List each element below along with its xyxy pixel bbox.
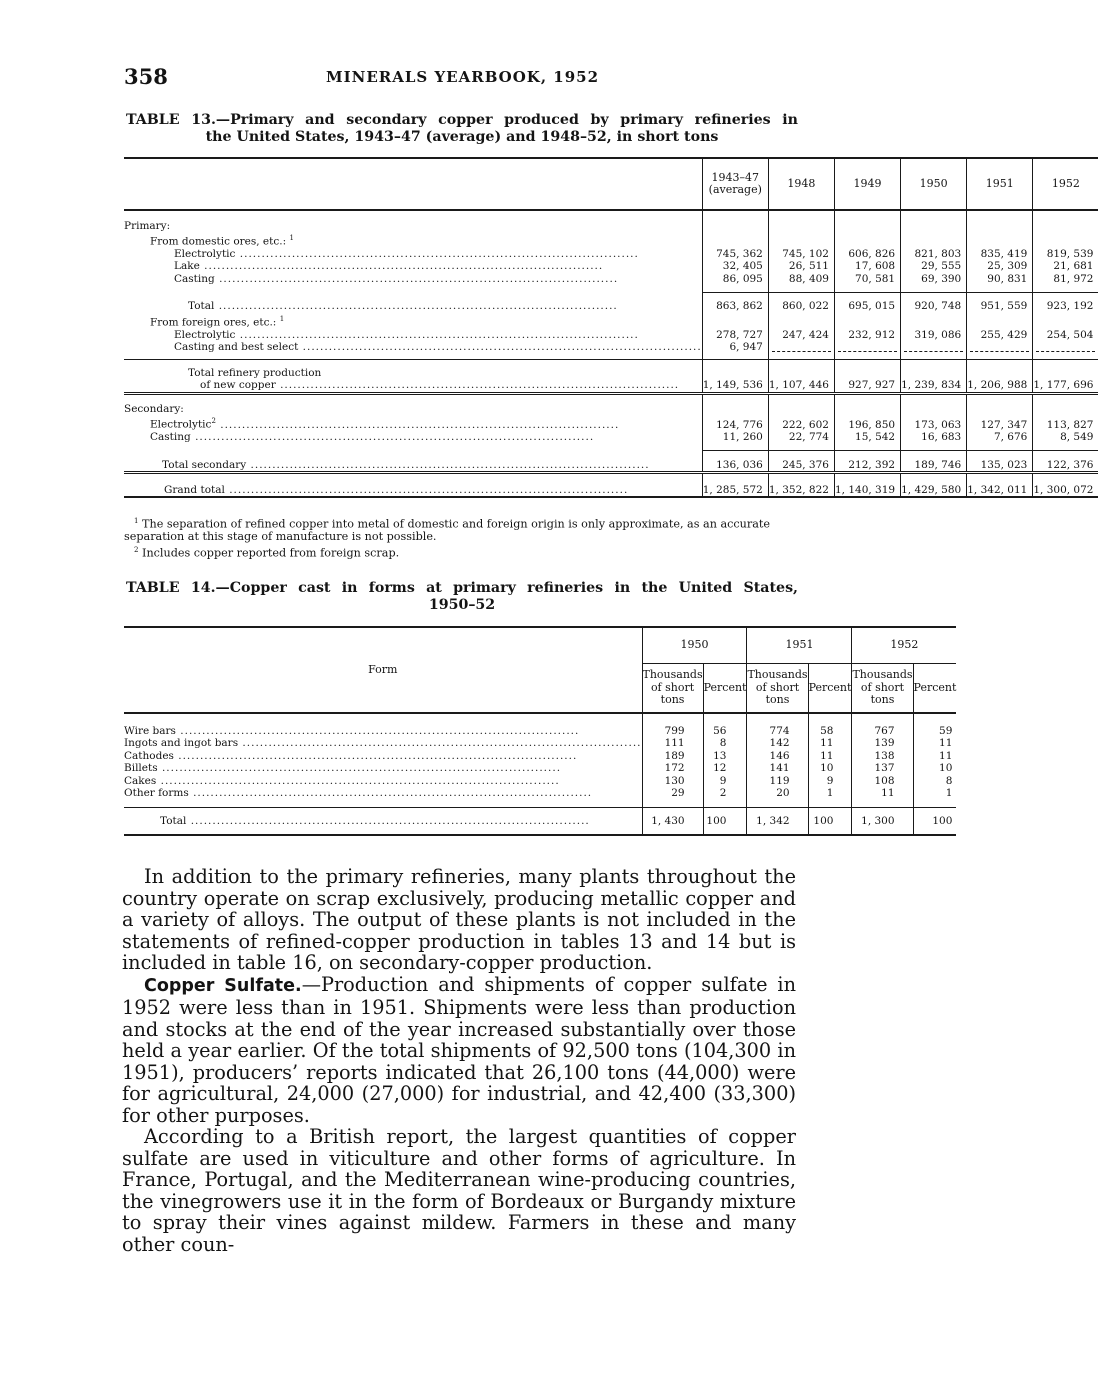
cell: 189, 746: [901, 451, 967, 473]
cell: 1, 140, 319: [834, 473, 900, 497]
cell: 951, 559: [967, 293, 1033, 313]
cell: 1, 342, 011: [967, 473, 1033, 497]
cell: 1: [913, 787, 956, 807]
cell: 16, 683: [901, 431, 967, 451]
table-14-title-line-2: 1950–52: [428, 597, 496, 613]
cell: 135, 023: [967, 451, 1033, 473]
row-label: Other forms .....: [124, 787, 642, 807]
table-14-title: [126, 580, 798, 614]
cell: 8: [913, 775, 956, 787]
sub-head-thousands: Thousands of short tons: [642, 663, 703, 713]
cell: 11: [852, 787, 913, 807]
cell: 88, 409: [768, 273, 834, 293]
cell: 1, 429, 580: [901, 473, 967, 497]
cell: 139: [852, 737, 913, 749]
cell: 1, 352, 822: [768, 473, 834, 497]
cell: 1, 300, 072: [1033, 473, 1098, 497]
cell: 11: [913, 737, 956, 749]
cell: 1, 177, 696: [1033, 359, 1098, 393]
table-row-grand-total: [124, 473, 1098, 497]
cell: 222, 602: [768, 415, 834, 431]
row-label: Secondary:: [124, 393, 702, 415]
table-14-year-head: 1952: [852, 627, 956, 663]
cell-empty: [967, 341, 1033, 359]
sub-head-thousands: Thousands of short tons: [747, 663, 808, 713]
table-row: [124, 775, 956, 787]
table-14: [124, 626, 956, 836]
table-row: [124, 737, 956, 749]
footnote-ref: 1: [289, 234, 294, 242]
row-label: Total .....: [124, 293, 702, 313]
cell: 26, 511: [768, 260, 834, 272]
cell: 189: [642, 750, 703, 762]
cell: 146: [747, 750, 808, 762]
table-row: [124, 787, 956, 807]
table-row-total: [124, 293, 1098, 313]
cell: 1, 285, 572: [702, 473, 768, 497]
row-label: Electrolytic .....: [124, 329, 702, 341]
cell: 127, 347: [967, 415, 1033, 431]
cell: 141: [747, 762, 808, 774]
cell: 254, 504: [1033, 329, 1098, 341]
table-13-stub-head: [124, 158, 702, 210]
cell: 136, 036: [702, 451, 768, 473]
row-label: Electrolytic$^2$ .....: [124, 415, 702, 431]
cell: 1, 342: [747, 807, 808, 835]
cell: 32, 405: [702, 260, 768, 272]
sub-head-percent: Percent: [808, 663, 852, 713]
cell: 212, 392: [834, 451, 900, 473]
cell: 130: [642, 775, 703, 787]
paragraph: In addition to the primary refineries, many plants throughout the country operate on scrap exclusively, producing metallic copper and a variety of alloys. The output of these plants is not included in the statements of refined-copper production in tables 13 and 14 but is included in table 16, on secondary-copper production.: [122, 865, 796, 974]
cell: 255, 429: [967, 329, 1033, 341]
table-row: [124, 329, 1098, 341]
cell: 9: [703, 775, 747, 787]
table-row-total: [124, 359, 1098, 393]
cell: 11: [913, 750, 956, 762]
cell: 8, 549: [1033, 431, 1098, 451]
cell: 1, 300: [852, 807, 913, 835]
cell: 774: [747, 725, 808, 737]
cell: 100: [808, 807, 852, 835]
table-row: [124, 725, 956, 737]
cell: 172: [642, 762, 703, 774]
cell: 100: [703, 807, 747, 835]
cell: 69, 390: [901, 273, 967, 293]
row-label: Ingots and ingot bars .....: [124, 737, 642, 749]
table-row: [124, 750, 956, 762]
table-13-col-head: 1950: [901, 158, 967, 210]
page-header: [124, 64, 796, 90]
cell: 920, 748: [901, 293, 967, 313]
cell: 319, 086: [901, 329, 967, 341]
cell-empty: [834, 341, 900, 359]
table-13-footnotes: [124, 515, 798, 560]
cell: 137: [852, 762, 913, 774]
footnote-2: $^2$ Includes copper reported from foreign scrap.: [134, 545, 400, 560]
cell: 81, 972: [1033, 273, 1098, 293]
footnote-1: $^1$ The separation of refined copper into metal of domestic and foreign origin is only approximate, as an accurate separation at this stage of manufacture is not possible.: [124, 517, 770, 544]
table-14-year-head: 1950: [642, 627, 747, 663]
cell: 119: [747, 775, 808, 787]
cell: 12: [703, 762, 747, 774]
row-label: Cakes .....: [124, 775, 642, 787]
cell: 8: [703, 737, 747, 749]
row-label: Total refinery production of new copper .....: [124, 359, 702, 393]
table-13-col-head: 1949: [834, 158, 900, 210]
cell: 1, 206, 988: [967, 359, 1033, 393]
cell: 142: [747, 737, 808, 749]
col-head-average: (average): [708, 183, 762, 196]
cell: 860, 022: [768, 293, 834, 313]
cell: 247, 424: [768, 329, 834, 341]
cell: 11, 260: [702, 431, 768, 451]
cell-empty: [1033, 341, 1098, 359]
cell: 21, 681: [1033, 260, 1098, 272]
row-label: From domestic ores, etc.: $^1$: [150, 234, 294, 248]
table-14-title-line-1: TABLE 14.—Copper cast in forms at primary refineries in the United States,: [126, 580, 798, 596]
table-14-year-head: 1951: [747, 627, 852, 663]
cell: 7, 676: [967, 431, 1033, 451]
table-14-form-head: Form: [124, 627, 642, 713]
col-head-period: 1943–47: [711, 170, 760, 184]
cell-empty: [901, 341, 967, 359]
cell: 15, 542: [834, 431, 900, 451]
table-row-total: [124, 807, 956, 835]
cell: 2: [703, 787, 747, 807]
cell: 10: [913, 762, 956, 774]
row-label: From foreign ores, etc.: $^1$: [150, 314, 285, 329]
cell: 138: [852, 750, 913, 762]
section-heading: Copper Sulfate.: [144, 975, 302, 996]
footnote-ref: 2: [211, 417, 216, 426]
table-13-title-line-2: the United States, 1943–47 (average) and 1948–52, in short tons: [205, 129, 719, 145]
cell: 232, 912: [834, 329, 900, 341]
cell: 100: [913, 807, 956, 835]
table-row: [124, 762, 956, 774]
cell: 863, 862: [702, 293, 768, 313]
table-row: [124, 273, 1098, 293]
cell: 927, 927: [834, 359, 900, 393]
cell: 819, 539: [1033, 248, 1098, 260]
cell: 124, 776: [702, 415, 768, 431]
cell: 1, 430: [642, 807, 703, 835]
cell: 22, 774: [768, 431, 834, 451]
cell: 13: [703, 750, 747, 762]
table-13-title-line-1: TABLE 13.—Primary and secondary copper produced by primary refineries in: [126, 112, 798, 128]
sub-head-percent: Percent: [913, 663, 956, 713]
cell: 9: [808, 775, 852, 787]
row-label: Casting and best select .....: [124, 341, 702, 359]
paragraph: According to a British report, the largest quantities of copper sulfate are used in viticulture and other forms of agriculture. In France, Portugal, and the Mediterranean wine-producing countries, the vinegrowers use it in the form of Bordeaux or Burgandy mixture to spray their vines against mildew. Farmers in these and many other coun-: [122, 1125, 796, 1256]
cell: 20: [747, 787, 808, 807]
cell-empty: [768, 341, 834, 359]
table-row: [124, 341, 1098, 359]
cell: 108: [852, 775, 913, 787]
cell: 29: [642, 787, 703, 807]
cell: 1: [808, 787, 852, 807]
row-label: Billets .....: [124, 762, 642, 774]
cell: 6, 947: [702, 341, 768, 359]
cell: 745, 102: [768, 248, 834, 260]
cell: 111: [642, 737, 703, 749]
cell: 70, 581: [834, 273, 900, 293]
running-title: MINERALS YEARBOOK, 1952: [326, 68, 600, 86]
table-13-title: [126, 112, 798, 146]
cell: 196, 850: [834, 415, 900, 431]
row-label: Electrolytic .....: [124, 248, 702, 260]
cell: 86, 095: [702, 273, 768, 293]
row-label: Wire bars .....: [124, 725, 642, 737]
cell: 278, 727: [702, 329, 768, 341]
cell: 29, 555: [901, 260, 967, 272]
row-label: Grand total .....: [124, 473, 702, 497]
cell: 90, 831: [967, 273, 1033, 293]
footnote-ref: 1: [279, 314, 285, 323]
table-13-col-head: 1948: [768, 158, 834, 210]
cell: 1, 107, 446: [768, 359, 834, 393]
cell: 11: [808, 737, 852, 749]
cell: 17, 608: [834, 260, 900, 272]
sub-head-thousands: Thousands of short tons: [852, 663, 913, 713]
row-label: Casting .....: [124, 431, 702, 451]
cell: 10: [808, 762, 852, 774]
cell: 25, 309: [967, 260, 1033, 272]
table-row: [124, 431, 1098, 451]
table-13: [124, 157, 1098, 498]
cell: 606, 826: [834, 248, 900, 260]
cell: 835, 419: [967, 248, 1033, 260]
cell: 923, 192: [1033, 293, 1098, 313]
table-row-total: [124, 451, 1098, 473]
body-text: [122, 866, 796, 1255]
cell: 695, 015: [834, 293, 900, 313]
table-row: [124, 415, 1098, 431]
cell: 1, 149, 536: [702, 359, 768, 393]
cell: 821, 803: [901, 248, 967, 260]
cell: 767: [852, 725, 913, 737]
row-label: Casting .....: [124, 273, 702, 293]
row-label: Primary:: [124, 219, 171, 232]
table-13-col-head: [702, 158, 768, 210]
cell: 58: [808, 725, 852, 737]
row-label: Lake .....: [124, 260, 702, 272]
page-number: 358: [124, 64, 168, 89]
table-13-col-head: 1952: [1033, 158, 1098, 210]
sub-head-percent: Percent: [703, 663, 747, 713]
table-row: [124, 248, 1098, 260]
row-label: Total .....: [124, 807, 642, 835]
cell: 745, 362: [702, 248, 768, 260]
cell: 1, 239, 834: [901, 359, 967, 393]
row-label: Total secondary .....: [124, 451, 702, 473]
cell: 11: [808, 750, 852, 762]
cell: 56: [703, 725, 747, 737]
cell: 245, 376: [768, 451, 834, 473]
cell: 122, 376: [1033, 451, 1098, 473]
row-label: Cathodes .....: [124, 750, 642, 762]
cell: 173, 063: [901, 415, 967, 431]
cell: 59: [913, 725, 956, 737]
paragraph: Copper Sulfate.—Production and shipments of copper sulfate in 1952 were less than in 1951. Shipments were less than production and stocks at the end of the year increased substantially over those held a year earlier. Of the total shipments of 92,500 tons (104,300 in 1951), producers’ reports indicated that 26,100 tons (44,000) were for agricultural, 24,000 (27,000) for industrial, and 42,400 (33,300) for other purposes.: [122, 972, 796, 1127]
table-row: [124, 260, 1098, 272]
table-13-col-head: 1951: [967, 158, 1033, 210]
cell: 799: [642, 725, 703, 737]
cell: 113, 827: [1033, 415, 1098, 431]
